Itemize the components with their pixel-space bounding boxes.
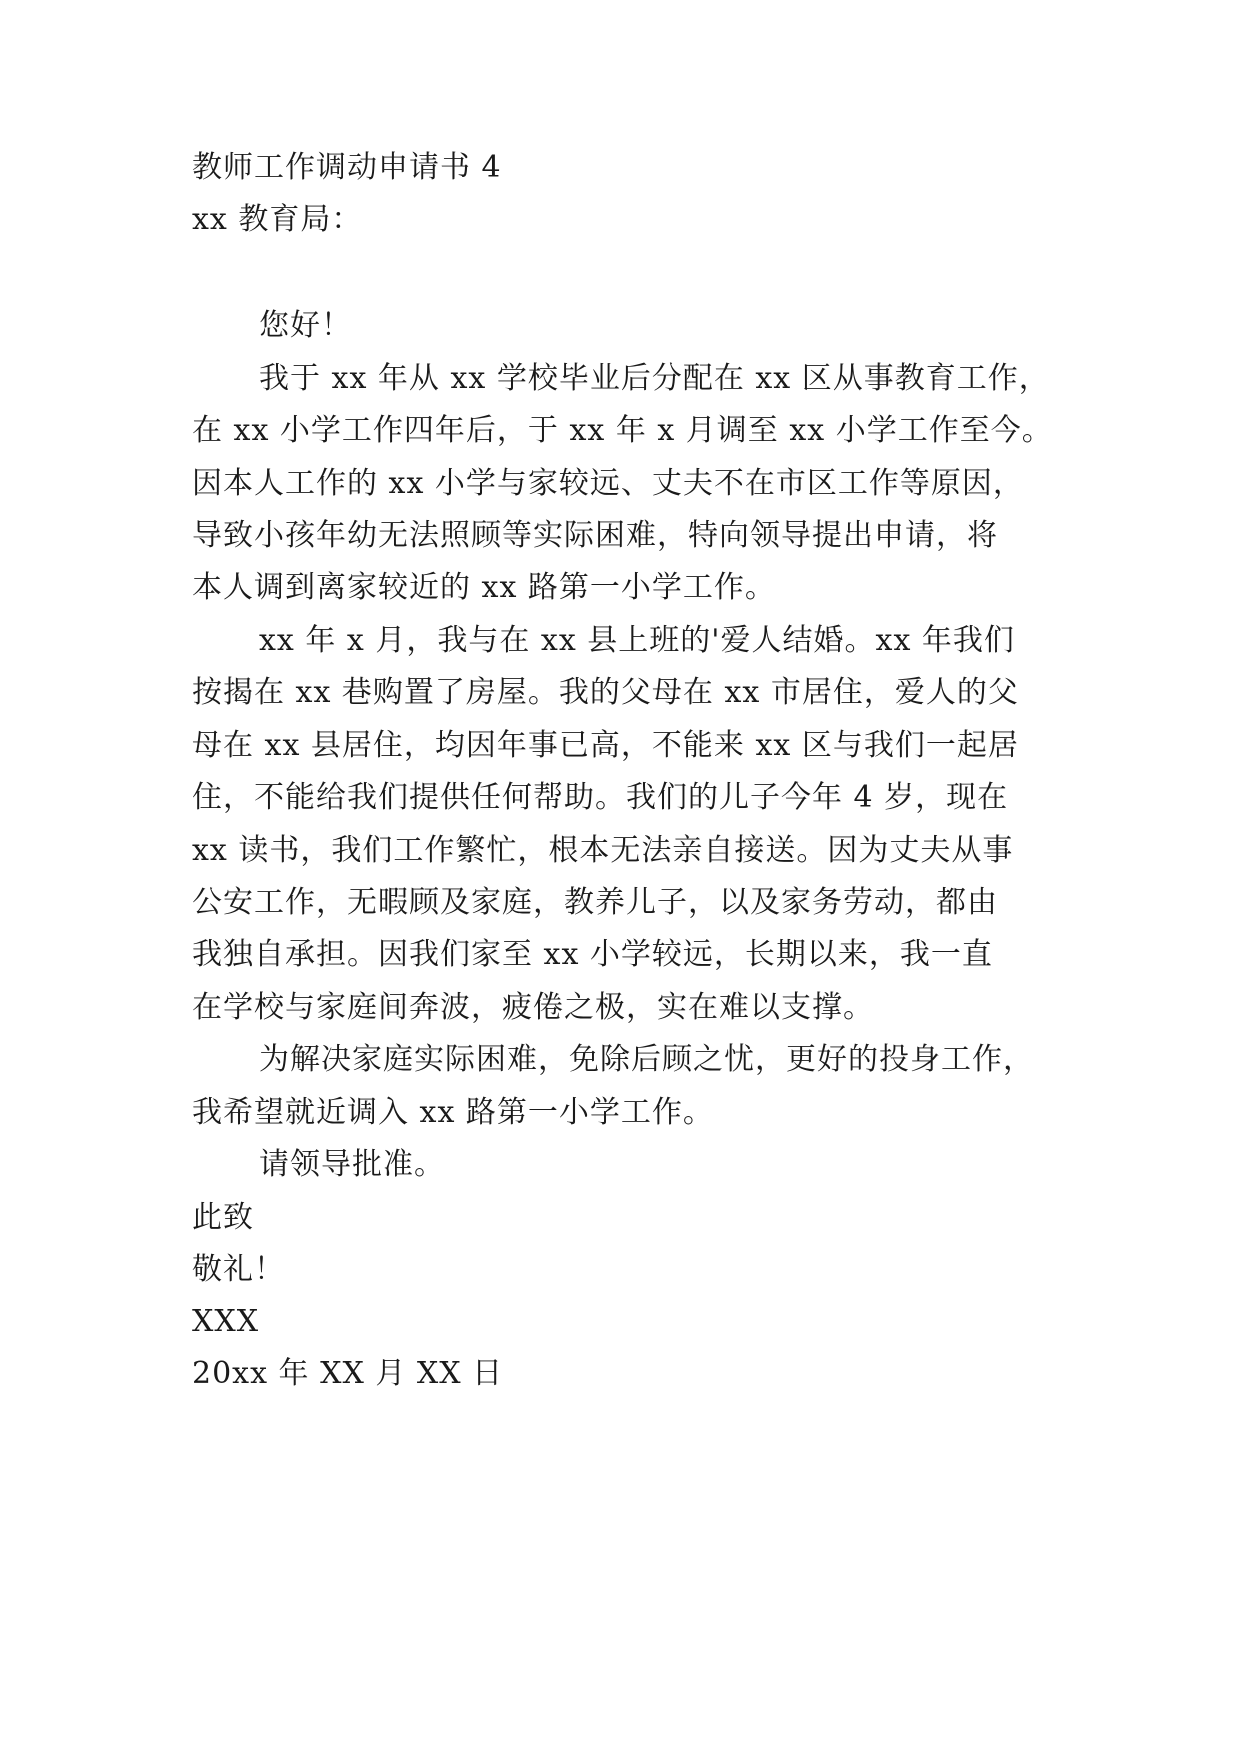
paragraph-line: 母在 xx 县居住，均因年事已高，不能来 xx 区与我们一起居 (192, 728, 1019, 763)
paragraph-line: 公安工作，无暇顾及家庭，教养儿子，以及家务劳动，都由 (192, 885, 998, 920)
document-title: 教师工作调动申请书 4 (192, 150, 502, 185)
signature: XXX (192, 1304, 260, 1339)
greeting-line: 您好！ (259, 308, 352, 343)
paragraph-line: 住，不能给我们提供任何帮助。我们的儿子今年 4 岁，现在 (192, 780, 1009, 815)
date-line: 20xx 年 XX 月 XX 日 (192, 1356, 504, 1391)
paragraph-line: 导致小孩年幼无法照顾等实际困难，特向领导提出申请，将 (192, 518, 998, 553)
paragraph-line: 因本人工作的 xx 小学与家较远、丈夫不在市区工作等原因， (192, 466, 1024, 501)
paragraph-line: 为解决家庭实际困难，免除后顾之忧，更好的投身工作， (259, 1042, 1034, 1077)
closing-line-2: 敬礼！ (192, 1252, 285, 1287)
request-line: 请领导批准。 (259, 1147, 445, 1182)
paragraph-line: 在 xx 小学工作四年后，于 xx 年 x 月调至 xx 小学工作至今。 (192, 413, 1053, 448)
paragraph-line: 我希望就近调入 xx 路第一小学工作。 (192, 1095, 714, 1130)
paragraph-line: 本人调到离家较近的 xx 路第一小学工作。 (192, 570, 776, 605)
paragraph-line: xx 读书，我们工作繁忙，根本无法亲自接送。因为丈夫从事 (192, 833, 1014, 868)
paragraph-line: xx 年 x 月，我与在 xx 县上班的'爱人结婚。xx 年我们 (259, 623, 1015, 658)
recipient-line: xx 教育局： (192, 202, 363, 237)
paragraph-line: 在学校与家庭间奔波，疲倦之极，实在难以支撑。 (192, 990, 874, 1025)
closing-line-1: 此致 (192, 1200, 254, 1235)
paragraph-line: 我独自承担。因我们家至 xx 小学较远，长期以来，我一直 (192, 937, 993, 972)
paragraph-line: 我于 xx 年从 xx 学校毕业后分配在 xx 区从事教育工作， (259, 361, 1050, 396)
paragraph-line: 按揭在 xx 巷购置了房屋。我的父母在 xx 市居住，爱人的父 (192, 675, 1019, 710)
